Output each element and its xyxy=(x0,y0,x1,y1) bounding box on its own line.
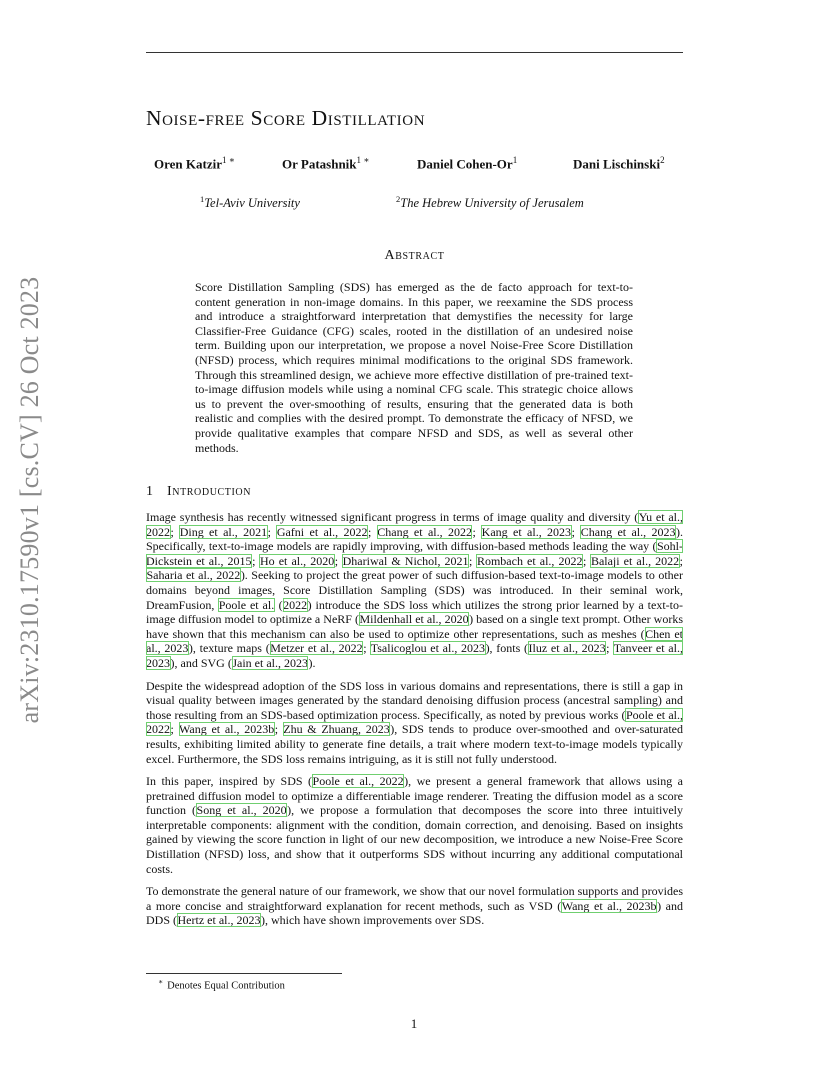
affiliation xyxy=(200,194,300,211)
text-run: To demonstrate the general nature of our framework, we show that our novel formulation supports and provides a more concise and straightforward explanation for recent methods, such as VSD ( xyxy=(146,884,683,913)
author xyxy=(417,155,517,172)
author-name: Daniel Cohen-Or xyxy=(417,156,513,172)
text-run: In this paper, inspired by SDS ( xyxy=(146,774,313,789)
text-run: ), we present a general framework that allows using a pretrained diffusion model to optimize a differentiable image renderer. Treating the diffusion model as a score function ( xyxy=(146,774,684,818)
affiliation-mark: 2 xyxy=(396,194,401,204)
author-list xyxy=(146,155,683,175)
text-run: ) and DDS ( xyxy=(146,898,683,928)
text-run: ; xyxy=(368,524,377,539)
citation-link[interactable]: Wang et al., 2023b xyxy=(561,898,657,913)
author-mark: 1 ∗ xyxy=(356,155,370,165)
citation-link[interactable]: Song et al., 2020 xyxy=(196,803,287,818)
citation-link[interactable]: Jain et al., 2023 xyxy=(232,655,308,670)
author-mark: 1 xyxy=(512,155,518,165)
text-run: ; xyxy=(606,641,614,656)
text-run: ; xyxy=(334,553,343,568)
text-run: Image synthesis has recently witnessed significant progress in terms of image quality and diversity ( xyxy=(146,510,639,524)
text-run: ; xyxy=(679,553,683,568)
text-run: ; xyxy=(252,553,260,568)
text-run: ) introduce the SDS loss which utilizes the strong prior learned by a text-to-image diffusion model to optimize a NeRF ( xyxy=(146,597,683,627)
citation-link[interactable]: Dhariwal & Nichol, 2021 xyxy=(342,553,469,568)
text-run: ). Seeking to project the great power of such diffusion-based text-to-image models to other domains beyond images, Score Distillation Sampling (SDS) was introduced. In their seminal work, DreamFusion, xyxy=(146,568,683,612)
text-run: ; xyxy=(170,524,180,539)
text-run: ), fonts ( xyxy=(485,641,529,656)
author-mark: 1 ∗ xyxy=(222,155,235,165)
page-number: 1 xyxy=(410,1016,418,1031)
affiliation xyxy=(396,194,584,211)
author-name: Oren Katzir xyxy=(154,156,222,172)
paper-title: Noise-free Score Distillation xyxy=(146,106,426,130)
citation-link[interactable]: Tsalicoglou et al., 2023 xyxy=(370,641,486,656)
text-run: ). Specifically, text-to-image models are rapidly improving, with diffusion-based methods leading the way ( xyxy=(146,524,683,554)
affiliation-list xyxy=(146,194,683,212)
text-run: ). xyxy=(308,655,316,670)
citation-link[interactable]: Ding et al., 2021 xyxy=(179,524,268,539)
author xyxy=(573,155,665,172)
text-run: ), we propose a formulation that decomposes the score into three intuitively interpretable components: alignment with the condition, domain correction, and denoising. Based on insights gained by viewing the score function in light of our new decomposition, we introduce a new Noise-Free Score Distillation (NFSD) loss, and show that it outperforms SDS without incurring any additional computational costs. xyxy=(146,803,683,876)
citation-link[interactable]: Saharia et al., 2022 xyxy=(146,568,241,583)
paragraph xyxy=(146,510,683,671)
affiliation-name: The Hebrew University of Jerusalem xyxy=(400,196,584,211)
footnote-text: Denotes Equal Contribution xyxy=(167,980,285,992)
section-number: 1 xyxy=(146,484,153,499)
text-run: ; xyxy=(469,553,477,568)
citation-link[interactable]: Zhu & Zhuang, 2023 xyxy=(283,722,390,737)
author-name: Or Patashnik xyxy=(282,156,357,172)
text-run: ; xyxy=(363,641,371,656)
paragraph xyxy=(146,679,683,767)
text-run: ( xyxy=(274,597,283,612)
citation-link[interactable]: Chang et al., 2023 xyxy=(580,524,676,539)
top-rule xyxy=(146,52,683,53)
text-run: ; xyxy=(267,524,277,539)
citation-link[interactable]: Ho et al., 2020 xyxy=(259,553,335,568)
footnote xyxy=(158,977,285,992)
text-run: Despite the widespread adoption of the SDS loss in various domains and representations, there is still a gap in visual quality between images generated by the standard denoising diffusion process (ancestral sampling) and those resulting from an SDS-based optimization process. Specifically, as noted by previous works ( xyxy=(146,678,683,722)
citation-link[interactable]: Mildenhall et al., 2020 xyxy=(359,612,469,627)
citation-link[interactable]: Chen et al., 2023 xyxy=(146,626,683,656)
author-name: Dani Lischinski xyxy=(573,156,661,172)
text-run: ), texture maps ( xyxy=(188,641,270,656)
citation-link[interactable]: Hertz et al., 2023 xyxy=(177,913,261,928)
citation-link[interactable]: Balaji et al., 2022 xyxy=(590,553,680,568)
author xyxy=(154,155,235,172)
citation-link[interactable]: Wang et al., 2023b xyxy=(179,722,275,737)
citation-link[interactable]: Chang et al., 2022 xyxy=(377,524,472,539)
citation-link[interactable]: Poole et al., 2022 xyxy=(312,774,404,789)
citation-link[interactable]: Kang et al., 2023 xyxy=(481,524,572,539)
citation-link[interactable]: Poole et al., 2022 xyxy=(146,707,683,737)
author xyxy=(282,155,369,172)
section-body xyxy=(146,510,683,936)
paragraph xyxy=(146,884,683,928)
citation-link[interactable]: Sohl-Dickstein et al., 2015 xyxy=(146,539,683,568)
citation-link[interactable]: Yu et al., 2022 xyxy=(146,510,683,539)
paragraph xyxy=(146,774,683,876)
section-heading xyxy=(146,484,251,500)
text-run: ; xyxy=(170,722,179,737)
citation-link[interactable]: Gafni et al., 2022 xyxy=(276,524,368,539)
citation-link[interactable]: 2022 xyxy=(283,597,308,612)
citation-link[interactable]: Tanveer et al., 2023 xyxy=(146,641,683,670)
author-mark: 2 xyxy=(660,155,665,165)
citation-link[interactable]: Metzer et al., 2022 xyxy=(270,641,363,656)
text-run: ; xyxy=(583,553,591,568)
text-run: ), SDS tends to produce over-smoothed and over-saturated results, exhibiting limited ability to generate fine details, a trait where modern text-to-image models typically excel. Furthermore, the SDS loss remains intriguing, as it is still not fully understood. xyxy=(146,722,683,766)
text-run: ; xyxy=(571,524,581,539)
text-run: ; xyxy=(274,722,283,737)
footnote-rule xyxy=(146,973,342,974)
section-title: Introduction xyxy=(167,484,252,499)
arxiv-identifier-text: arXiv:2310.17590v1 [cs.CV] 26 Oct 2023 xyxy=(15,276,44,724)
affiliation-mark: 1 xyxy=(200,194,205,204)
citation-link[interactable]: Iluz et al., 2023 xyxy=(528,641,606,656)
text-run: ) based on a single text prompt. Other works have shown that this mechanism can also be used to optimize other representations, such as meshes ( xyxy=(146,612,683,641)
abstract-heading: Abstract xyxy=(384,248,445,263)
text-run: ), and SVG ( xyxy=(170,655,232,670)
footnote-mark: ∗ xyxy=(158,977,164,986)
citation-link[interactable]: Poole et al. xyxy=(218,597,275,612)
text-run: ; xyxy=(472,524,482,539)
arxiv-identifier xyxy=(15,276,44,724)
affiliation-name: Tel-Aviv University xyxy=(204,196,300,211)
abstract-text: Score Distillation Sampling (SDS) has emerged as the de facto approach for text-to-content generation in non-image domains. In this paper, we reexamine the SDS process and introduce a straightforward interpretation that demystifies the necessity for large Classifier-Free Guidance (CFG) scales, rooted in the distillation of an undesired noise term. Building upon our interpretation, we propose a novel Noise-Free Score Distillation (NFSD) process, which requires minimal modifications to the original SDS framework. Through this streamlined design, we achieve more effective distillation of pre-trained text-to-image diffusion models while using a nominal CFG scale. This strategic choice allows us to prevent the over-smoothing of results, ensuring that the generated data is both realistic and complies with the desired prompt. To demonstrate the efficacy of NFSD, we provide qualitative examples that compare NFSD and SDS, as well as several other methods. xyxy=(195,280,633,455)
text-run: ), which have shown improvements over SDS. xyxy=(260,913,485,928)
citation-link[interactable]: Rombach et al., 2022 xyxy=(476,553,583,568)
